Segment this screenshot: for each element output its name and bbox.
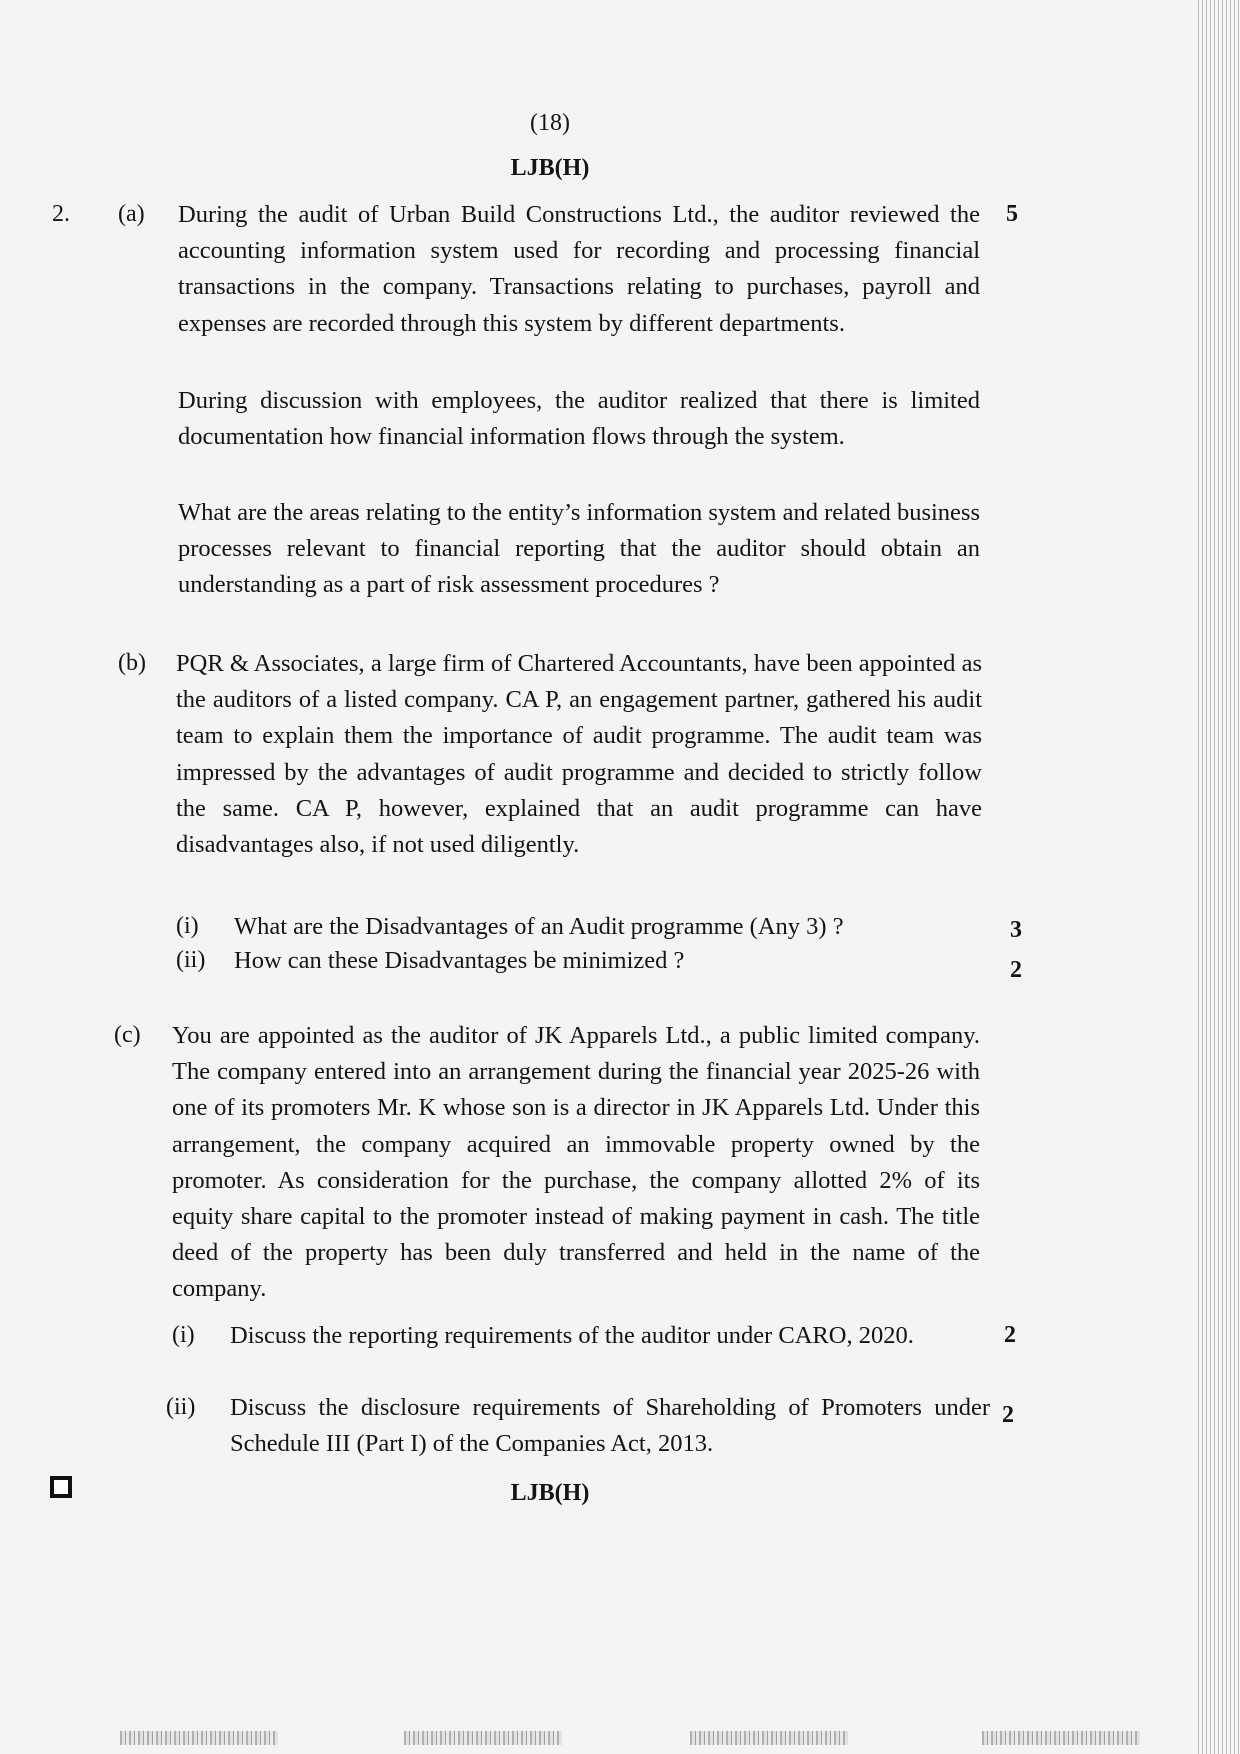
part-b-subpart-ii-marks: 2 (1010, 957, 1022, 983)
part-a-paragraph-3: What are the areas relating to the entity’s information system and related business processes relevant to financial reporting that the auditor should obtain an understanding as a part of risk assessment procedures ? (178, 499, 980, 599)
scan-mark-decoration (404, 1731, 562, 1745)
part-c-subpart-i-label: (i) (172, 1322, 195, 1348)
part-a-label: (a) (118, 201, 145, 227)
part-a-paragraph-1: During the audit of Urban Build Constructions Ltd., the auditor reviewed the accounting information system used for recording and processing financial transactions in the company. Transactions relating to purchases, payroll and expenses are recorded through this system by different departments. (178, 201, 980, 337)
scan-mark-decoration (690, 1731, 848, 1745)
part-b-label: (b) (118, 650, 146, 676)
part-c-subpart-i-marks: 2 (1004, 1322, 1016, 1348)
part-c-label: (c) (114, 1022, 141, 1048)
part-c-subpart-ii-label: (ii) (166, 1394, 196, 1420)
page-number: (18) (530, 110, 570, 136)
part-b-subpart-ii-label: (ii) (176, 947, 206, 973)
scan-mark-decoration (982, 1731, 1140, 1745)
part-c-subpart-ii-marks: 2 (1002, 1402, 1014, 1428)
paper-code-footer: LJB(H) (510, 1480, 590, 1506)
question-number: 2. (52, 201, 70, 227)
part-c-paragraph: You are appointed as the auditor of JK Apparels Ltd., a public limited company. The company entered into an arrangement during the financial year 2025-26 with one of its promoters Mr. K whose son is a director in JK Apparels Ltd. Under this arrangement, the company acquired an immovable property owned by the promoter. As consideration for the purchase, the company allotted 2% of its equity share capital to the promoter instead of making payment in cash. The title deed of the property has been duly transferred and held in the name of the company. (172, 1022, 980, 1303)
part-c-subpart-i-text: Discuss the reporting requirements of the auditor under CARO, 2020. (230, 1322, 914, 1349)
paper-code-header: LJB(H) (510, 155, 590, 181)
part-a-marks: 5 (1006, 201, 1018, 227)
part-b-subpart-ii-text: How can these Disadvantages be minimized ? (234, 947, 685, 974)
scan-binding-edge (1198, 0, 1240, 1754)
part-b-subpart-i-marks: 3 (1010, 917, 1022, 943)
part-c-subpart-ii-text: Discuss the disclosure requirements of Shareholding of Promoters under Schedule III (Part I) of the Companies Act, 2013. (230, 1394, 990, 1458)
part-b-subpart-i-text: What are the Disadvantages of an Audit programme (Any 3) ? (234, 913, 844, 940)
part-a-paragraph-2: During discussion with employees, the auditor realized that there is limited documentation how financial information flows through the system. (178, 387, 980, 451)
scan-mark-decoration (120, 1731, 278, 1745)
part-b-paragraph: PQR & Associates, a large firm of Chartered Accountants, have been appointed as the auditors of a listed company. CA P, an engagement partner, gathered his audit team to explain them the importance of audit programme. The audit team was impressed by the advantages of audit programme and decided to strictly follow the same. CA P, however, explained that an audit programme can have disadvantages also, if not used diligently. (176, 650, 982, 859)
part-b-subpart-i-label: (i) (176, 913, 199, 939)
